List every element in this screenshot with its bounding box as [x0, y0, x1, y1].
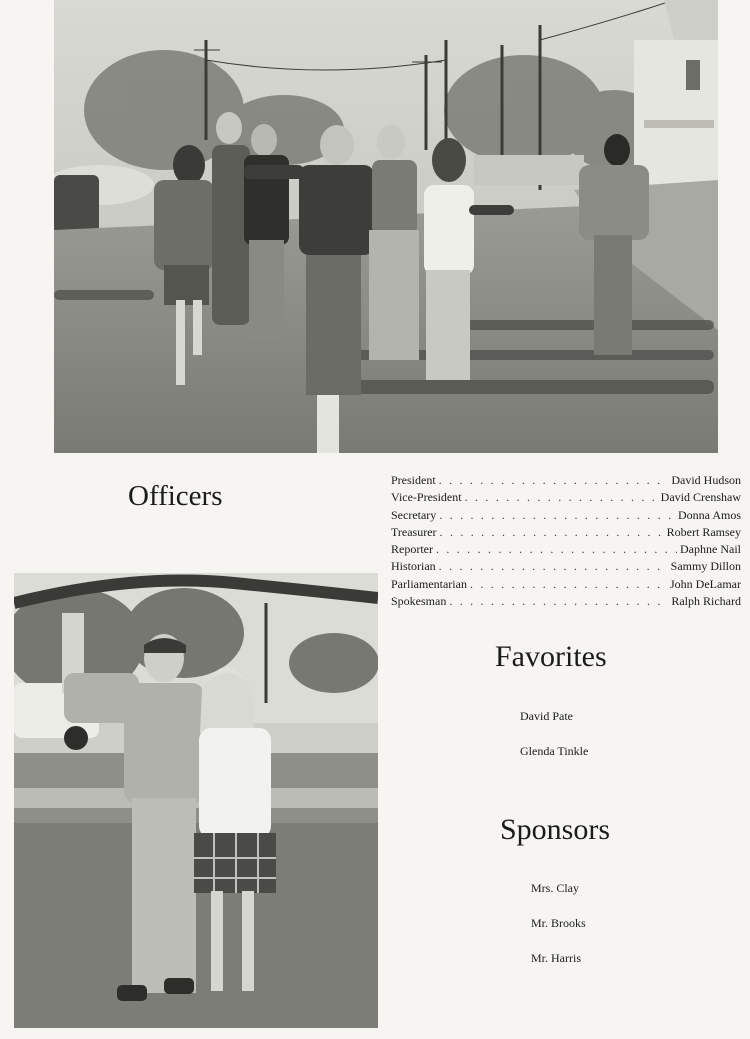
officer-row: [391, 558, 741, 575]
leader-dots: [470, 576, 667, 593]
officer-role: Parliamentarian: [391, 576, 467, 591]
officer-role: Secretary: [391, 507, 437, 522]
officer-role: Spokesman: [391, 594, 447, 609]
leader-dots: [439, 558, 668, 575]
leader-dots: [465, 489, 658, 506]
sponsor-name: Mr. Brooks: [531, 916, 586, 930]
favorite-name: David Pate: [520, 709, 573, 723]
favorites-couple-photo: [14, 573, 378, 1028]
sponsors-list: [531, 881, 586, 986]
leader-dots: [449, 593, 668, 610]
sponsor-name: Mr. Harris: [531, 951, 581, 965]
officer-row: [391, 576, 741, 593]
officer-row: [391, 593, 741, 610]
officers-title: Officers: [128, 480, 223, 512]
couple-illustration: [14, 573, 378, 1028]
sponsor-name: Mrs. Clay: [531, 881, 579, 895]
officer-row: [391, 472, 741, 489]
officer-role: Reporter: [391, 542, 433, 557]
officer-name: Ralph Richard: [671, 594, 741, 609]
officer-name: Sammy Dillon: [670, 559, 741, 574]
favorites-list: [520, 709, 588, 779]
officer-role: President: [391, 473, 436, 487]
leader-dots: [439, 507, 675, 524]
officer-role: Treasurer: [391, 524, 437, 539]
leader-dots: [439, 472, 669, 489]
officer-row: [391, 489, 741, 506]
officer-role: Vice-President: [391, 490, 462, 505]
group-walking-photo: [54, 0, 718, 453]
officer-name: Robert Ramsey: [666, 524, 741, 539]
officer-name: John DeLamar: [670, 576, 741, 591]
favorite-name: Glenda Tinkle: [520, 744, 589, 758]
officer-name: David Hudson: [671, 473, 741, 487]
officer-row: [391, 524, 741, 541]
leader-dots: [436, 541, 677, 558]
leader-dots: [440, 524, 664, 541]
sponsors-title: Sponsors: [500, 813, 611, 846]
officer-role: Historian: [391, 559, 436, 574]
officer-row: [391, 541, 741, 558]
officers-roster: [391, 472, 741, 610]
officer-row: [391, 507, 741, 524]
favorites-title: Favorites: [495, 640, 607, 673]
officer-name: Donna Amos: [678, 507, 741, 522]
officer-name: Daphne Nail: [680, 542, 741, 557]
group-walking-illustration: [54, 0, 718, 453]
officer-name: David Crenshaw: [660, 490, 741, 505]
